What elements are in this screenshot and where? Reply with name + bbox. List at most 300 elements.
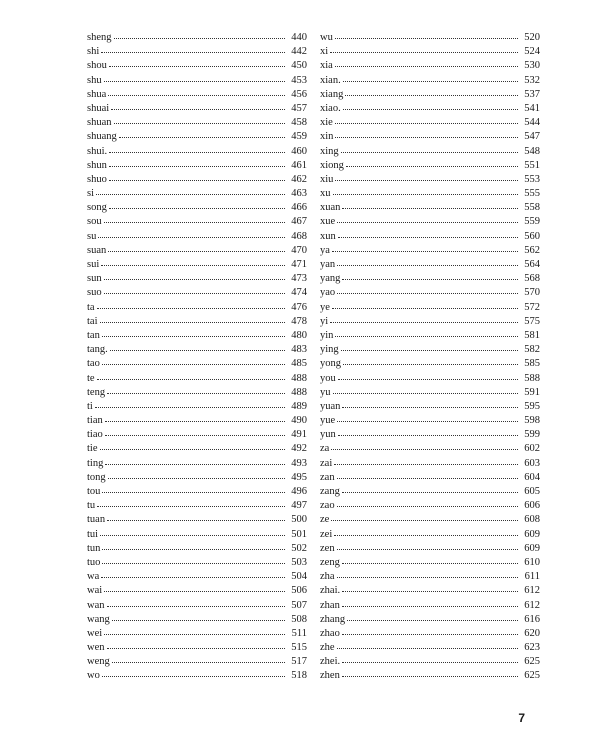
entry-page: 453	[291, 74, 307, 86]
dot-leader	[335, 122, 518, 124]
entry-syllable: yi	[320, 315, 329, 327]
entry-syllable: weng	[87, 656, 110, 668]
index-entry	[320, 244, 540, 258]
dot-leader	[105, 463, 285, 465]
entry-page: 582	[524, 344, 540, 356]
dot-leader	[102, 363, 285, 365]
entry-page: 603	[524, 457, 540, 469]
entry-page: 602	[524, 443, 540, 455]
entry-syllable: shui.	[87, 145, 108, 157]
dot-leader	[335, 335, 518, 337]
dot-leader	[342, 562, 518, 564]
entry-page: 616	[524, 613, 540, 625]
entry-page: 551	[524, 159, 540, 171]
index-entry	[320, 528, 540, 542]
entry-page: 609	[524, 542, 540, 554]
index-entry	[320, 145, 540, 159]
entry-page: 463	[291, 188, 307, 200]
entry-page: 462	[291, 173, 307, 185]
dot-leader	[102, 562, 285, 564]
index-entry	[87, 613, 307, 627]
dot-leader	[342, 590, 518, 592]
index-entry	[320, 584, 540, 598]
index-entry	[87, 641, 307, 655]
dot-leader	[342, 491, 518, 493]
entry-page: 562	[524, 244, 540, 256]
index-entry	[87, 669, 307, 683]
entry-page: 558	[524, 202, 540, 214]
index-entry	[320, 301, 540, 315]
index-entry	[320, 627, 540, 641]
entry-page: 442	[291, 46, 307, 58]
entry-syllable: tong	[87, 471, 106, 483]
entry-page: 458	[291, 117, 307, 129]
entry-page: 623	[524, 642, 540, 654]
entry-syllable: zao	[320, 500, 335, 512]
entry-syllable: suo	[87, 287, 102, 299]
entry-syllable: song	[87, 202, 107, 214]
dot-leader	[105, 434, 285, 436]
index-entry	[87, 471, 307, 485]
entry-syllable: yue	[320, 415, 336, 427]
dot-leader	[347, 619, 518, 621]
entry-syllable: xuan	[320, 202, 341, 214]
index-entry	[87, 485, 307, 499]
index-entry	[320, 471, 540, 485]
entry-syllable: za	[320, 443, 330, 455]
dot-leader	[101, 51, 285, 53]
dot-leader	[107, 519, 285, 521]
entry-page: 612	[524, 585, 540, 597]
index-entry	[87, 286, 307, 300]
entry-page: 581	[524, 329, 540, 341]
entry-page: 609	[524, 528, 540, 540]
entry-syllable: tai	[87, 315, 98, 327]
entry-page: 492	[291, 443, 307, 455]
entry-syllable: wen	[87, 642, 105, 654]
entry-syllable: su	[87, 230, 97, 242]
entry-page: 568	[524, 273, 540, 285]
entry-syllable: teng	[87, 386, 106, 398]
entry-syllable: ti	[87, 400, 93, 412]
entry-page: 595	[524, 400, 540, 412]
entry-page: 456	[291, 88, 307, 100]
index-entry	[87, 145, 307, 159]
index-entry	[320, 485, 540, 499]
entry-page: 483	[291, 344, 307, 356]
index-entry	[320, 315, 540, 329]
entry-page: 507	[291, 599, 307, 611]
index-entry	[87, 201, 307, 215]
index-entry	[320, 641, 540, 655]
entry-syllable: zhei.	[320, 656, 341, 668]
dot-leader	[333, 392, 519, 394]
entry-page: 612	[524, 599, 540, 611]
entry-syllable: tao	[87, 358, 100, 370]
dot-leader	[335, 179, 518, 181]
entry-page: 502	[291, 542, 307, 554]
index-entry	[320, 45, 540, 59]
dot-leader	[342, 661, 518, 663]
entry-page: 506	[291, 585, 307, 597]
dot-leader	[341, 151, 518, 153]
index-entry	[320, 357, 540, 371]
entry-page: 559	[524, 216, 540, 228]
entry-syllable: shu	[87, 74, 102, 86]
index-entry	[320, 400, 540, 414]
index-entry	[87, 31, 307, 45]
entry-page: 496	[291, 486, 307, 497]
entry-syllable: sui	[87, 259, 100, 270]
entry-page: 555	[524, 188, 540, 200]
entry-page: 461	[291, 159, 307, 171]
entry-syllable: yin	[320, 329, 334, 341]
entry-page: 493	[291, 457, 307, 469]
index-entry	[320, 428, 540, 442]
index-entry	[320, 329, 540, 343]
index-entry	[87, 102, 307, 116]
entry-page: 489	[291, 400, 307, 412]
index-entry	[320, 187, 540, 201]
dot-leader	[346, 165, 518, 167]
entry-syllable: tuan	[87, 514, 106, 526]
dot-leader	[335, 37, 518, 39]
entry-syllable: tang.	[87, 344, 108, 356]
index-entry	[87, 272, 307, 286]
index-entry	[87, 584, 307, 598]
index-entry	[87, 442, 307, 456]
entry-syllable: zan	[320, 471, 335, 483]
entry-syllable: xiao.	[320, 102, 341, 114]
dot-leader	[108, 94, 285, 96]
entry-syllable: xian.	[320, 74, 341, 86]
dot-leader	[107, 647, 286, 649]
dot-leader	[334, 534, 518, 536]
entry-syllable: tan	[87, 329, 100, 341]
entry-page: 488	[291, 372, 307, 384]
dot-leader	[331, 448, 518, 450]
entry-syllable: zhen	[320, 670, 340, 682]
entry-syllable: wu	[320, 32, 333, 43]
dot-leader	[102, 675, 285, 677]
entry-page: 560	[524, 230, 540, 242]
index-entry	[87, 74, 307, 88]
entry-page: 575	[524, 315, 540, 327]
entry-syllable: zeng	[320, 556, 340, 568]
entry-page: 485	[291, 358, 307, 370]
entry-syllable: zhe	[320, 642, 335, 654]
index-entry	[320, 31, 540, 45]
entry-syllable: shua	[87, 88, 107, 100]
entry-page: 625	[524, 656, 540, 668]
entry-page: 547	[524, 131, 540, 143]
dot-leader	[100, 534, 285, 536]
index-entry	[320, 570, 540, 584]
entry-syllable: xue	[320, 216, 336, 228]
index-entry	[87, 343, 307, 357]
index-entry	[320, 215, 540, 229]
entry-syllable: zang	[320, 486, 340, 497]
entry-page: 570	[524, 287, 540, 299]
entry-syllable: tie	[87, 443, 98, 455]
entry-page: 517	[291, 656, 307, 668]
entry-page: 544	[524, 117, 540, 129]
dot-leader	[101, 576, 285, 578]
entry-syllable: sou	[87, 216, 102, 228]
dot-leader	[102, 491, 285, 493]
dot-leader	[345, 94, 518, 96]
index-entry	[87, 187, 307, 201]
dot-leader	[112, 619, 285, 621]
entry-page: 501	[291, 528, 307, 540]
index-entry	[87, 258, 307, 272]
entry-page: 476	[291, 301, 307, 313]
entry-page: 471	[291, 259, 307, 270]
index-entry	[87, 414, 307, 428]
index-entry	[320, 442, 540, 456]
index-entry	[87, 45, 307, 59]
entry-syllable: yao	[320, 287, 336, 299]
dot-leader	[110, 349, 285, 351]
entry-page: 553	[524, 173, 540, 185]
index-entry	[320, 74, 540, 88]
entry-syllable: yun	[320, 429, 336, 441]
index-entry	[320, 286, 540, 300]
entry-page: 604	[524, 471, 540, 483]
entry-syllable: xie	[320, 117, 333, 129]
index-entry	[87, 528, 307, 542]
entry-page: 520	[524, 32, 540, 43]
entry-page: 466	[291, 202, 307, 214]
dot-leader	[104, 80, 285, 82]
entry-syllable: xing	[320, 145, 339, 157]
entry-syllable: sheng	[87, 32, 112, 43]
dot-leader	[102, 548, 285, 550]
entry-page: 541	[524, 102, 540, 114]
index-entry	[320, 513, 540, 527]
entry-page: 588	[524, 372, 540, 384]
dot-leader	[109, 165, 285, 167]
dot-leader	[335, 65, 518, 67]
entry-page: 491	[291, 429, 307, 441]
entry-page: 457	[291, 102, 307, 114]
dot-leader	[102, 335, 285, 337]
index-entry	[87, 655, 307, 669]
entry-page: 620	[524, 627, 540, 639]
index-entry	[87, 88, 307, 102]
entry-syllable: wa	[87, 571, 100, 583]
entry-syllable: ta	[87, 301, 95, 313]
entry-page: 500	[291, 514, 307, 526]
entry-page: 605	[524, 486, 540, 497]
entry-syllable: you	[320, 372, 336, 384]
dot-leader	[337, 420, 518, 422]
entry-page: 518	[291, 670, 307, 682]
index-entry	[87, 357, 307, 371]
index-entry	[87, 329, 307, 343]
entry-syllable: shou	[87, 60, 107, 72]
dot-leader	[119, 136, 285, 138]
dot-leader	[108, 250, 285, 252]
entry-page: 625	[524, 670, 540, 682]
entry-page: 490	[291, 415, 307, 427]
entry-syllable: shi	[87, 46, 100, 58]
index-entry	[87, 556, 307, 570]
entry-page: 591	[524, 386, 540, 398]
entry-syllable: xiong	[320, 159, 344, 171]
entry-page: 530	[524, 60, 540, 72]
entry-syllable: ting	[87, 457, 104, 469]
entry-page: 470	[291, 244, 307, 256]
entry-syllable: ze	[320, 514, 330, 526]
entry-syllable: te	[87, 372, 95, 384]
entry-syllable: shuan	[87, 117, 112, 129]
dot-leader	[98, 236, 285, 238]
dot-leader	[343, 108, 518, 110]
entry-page: 564	[524, 259, 540, 270]
entry-page: 608	[524, 514, 540, 526]
dot-leader	[337, 221, 518, 223]
entry-page: 611	[524, 571, 540, 583]
index-entry	[87, 315, 307, 329]
entry-syllable: zha	[320, 571, 335, 583]
entry-page: 524	[524, 46, 540, 58]
entry-page: 598	[524, 415, 540, 427]
entry-page: 511	[291, 627, 307, 639]
entry-page: 585	[524, 358, 540, 370]
dot-leader	[96, 193, 285, 195]
entry-syllable: xi	[320, 46, 329, 58]
index-entry	[320, 258, 540, 272]
dot-leader	[107, 605, 286, 607]
index-entry	[87, 499, 307, 513]
entry-syllable: suan	[87, 244, 107, 256]
index-entry	[87, 159, 307, 173]
entry-page: 548	[524, 145, 540, 157]
entry-syllable: tian	[87, 415, 103, 427]
entry-syllable: zei	[320, 528, 333, 540]
entry-page: 497	[291, 500, 307, 512]
index-entry	[87, 386, 307, 400]
entry-syllable: tou	[87, 486, 101, 497]
dot-leader	[332, 250, 518, 252]
index-entry	[87, 513, 307, 527]
entry-page: 610	[524, 556, 540, 568]
dot-leader	[342, 207, 518, 209]
entry-syllable: yong	[320, 358, 341, 370]
index-entry	[87, 428, 307, 442]
dot-leader	[100, 321, 286, 323]
entry-syllable: tui	[87, 528, 99, 540]
index-entry	[320, 599, 540, 613]
dot-leader	[100, 448, 286, 450]
entry-syllable: tu	[87, 500, 96, 512]
dot-leader	[337, 264, 518, 266]
dot-leader	[337, 477, 518, 479]
index-entry	[320, 201, 540, 215]
index-entry	[87, 542, 307, 556]
dot-leader	[104, 292, 285, 294]
dot-leader	[343, 363, 518, 365]
entry-syllable: zhan	[320, 599, 340, 611]
entry-syllable: tiao	[87, 429, 103, 441]
index-entry	[87, 215, 307, 229]
index-entry	[87, 627, 307, 641]
dot-leader	[337, 647, 518, 649]
dot-leader	[97, 378, 285, 380]
index-entry	[87, 173, 307, 187]
index-entry	[320, 173, 540, 187]
index-entry	[320, 414, 540, 428]
entry-syllable: si	[87, 188, 95, 200]
entry-syllable: wai	[87, 585, 103, 597]
entry-syllable: xin	[320, 131, 334, 143]
dot-leader	[107, 392, 285, 394]
entry-syllable: yuan	[320, 400, 341, 412]
index-column-right	[320, 31, 540, 684]
index-entry	[87, 301, 307, 315]
entry-page: 459	[291, 131, 307, 143]
dot-leader	[342, 278, 518, 280]
dot-leader	[338, 434, 518, 436]
entry-page: 515	[291, 642, 307, 654]
entry-page: 508	[291, 613, 307, 625]
dot-leader	[343, 80, 518, 82]
entry-page: 473	[291, 273, 307, 285]
dot-leader	[109, 65, 285, 67]
entry-syllable: ye	[320, 301, 330, 313]
dot-leader	[338, 378, 518, 380]
index-entry	[87, 230, 307, 244]
dot-leader	[341, 349, 518, 351]
dot-leader	[342, 675, 518, 677]
entry-syllable: xiang	[320, 88, 344, 100]
entry-syllable: xu	[320, 188, 331, 200]
index-entry	[320, 669, 540, 683]
dot-leader	[338, 236, 518, 238]
dot-leader	[101, 264, 285, 266]
entry-page: 495	[291, 471, 307, 483]
dot-leader	[330, 321, 518, 323]
dot-leader	[337, 548, 518, 550]
index-entry	[320, 613, 540, 627]
entry-page: 599	[524, 429, 540, 441]
entry-syllable: yang	[320, 273, 341, 285]
entry-syllable: wang	[87, 613, 110, 625]
index-entry	[87, 599, 307, 613]
entry-syllable: yu	[320, 386, 331, 398]
page-number: 7	[518, 711, 525, 725]
index-entry	[320, 59, 540, 73]
dot-leader	[109, 179, 285, 181]
entry-syllable: xiu	[320, 173, 334, 185]
entry-page: 504	[291, 571, 307, 583]
entry-page: 532	[524, 74, 540, 86]
entry-syllable: shuai	[87, 102, 110, 114]
entry-syllable: wan	[87, 599, 105, 611]
dot-leader	[342, 406, 518, 408]
entry-syllable: sun	[87, 273, 102, 285]
index-entry	[320, 386, 540, 400]
index-entry	[87, 116, 307, 130]
entry-syllable: shuang	[87, 131, 117, 143]
entry-page: 468	[291, 230, 307, 242]
entry-syllable: zhang	[320, 613, 346, 625]
dot-leader	[334, 463, 518, 465]
index-entry	[320, 457, 540, 471]
dot-leader	[337, 505, 518, 507]
entry-syllable: shuo	[87, 173, 107, 185]
